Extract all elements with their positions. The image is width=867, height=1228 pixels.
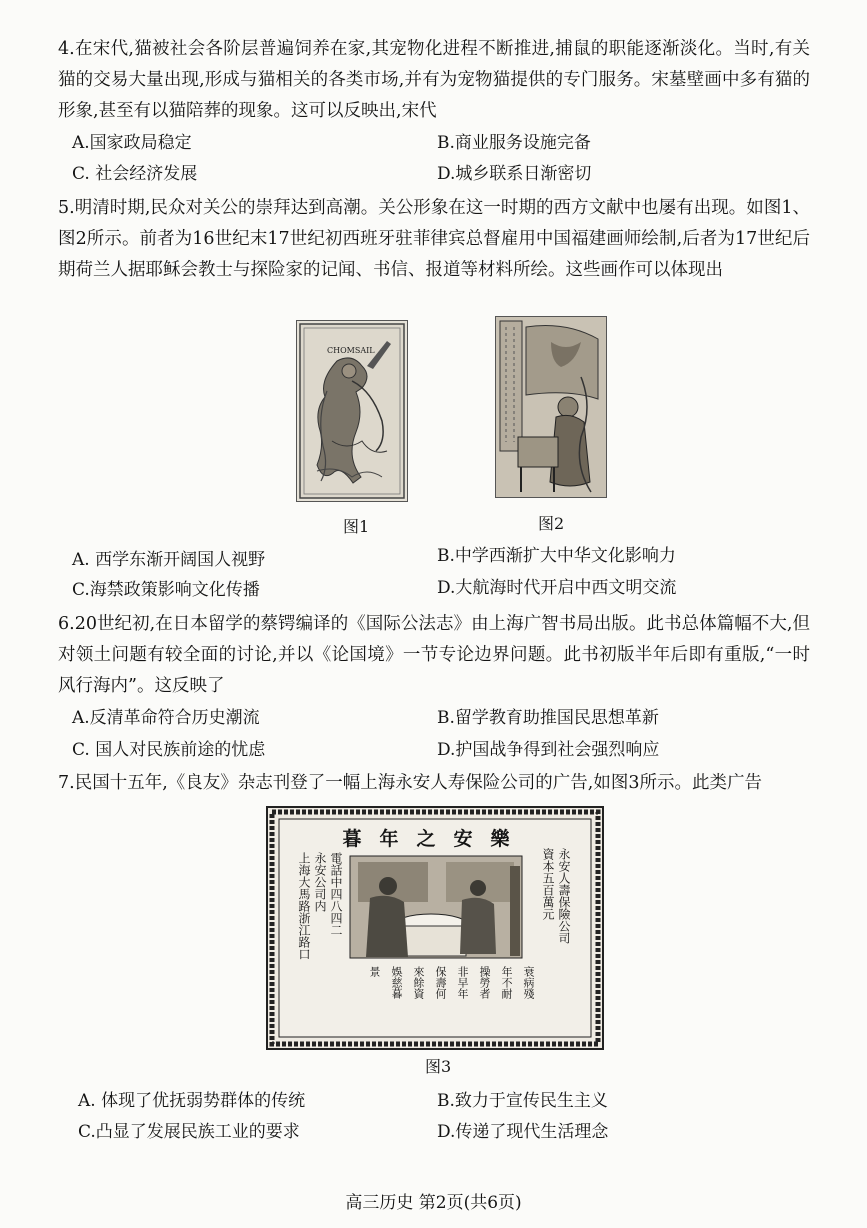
ad-verse-line: 年不耐 <box>500 966 513 999</box>
q4-option-c[interactable]: C. 社会经济发展 <box>72 164 198 184</box>
q7-option-c[interactable]: C.凸显了发展民族工业的要求 <box>78 1122 300 1142</box>
ad-verse-line: 非早年 <box>456 966 469 999</box>
ad-verse-line: 保壽何 <box>434 966 447 999</box>
q7-option-b[interactable]: B.致力于宣传民生主义 <box>437 1091 608 1111</box>
figure-1-caption: 图1 <box>343 517 370 536</box>
q7-option-a[interactable]: A. 体现了优抚弱势群体的传统 <box>78 1091 306 1111</box>
ad-verse-line: 操勞者 <box>478 966 491 999</box>
ad-phone: 電話中四八四二 <box>329 852 343 936</box>
question-7-stem: 7.民国十五年,《良友》杂志刊登了一幅上海永安人寿保险公司的广告,如图3所示。此类广告 <box>58 773 762 793</box>
question-4-stem: 4.在宋代,猫被社会各阶层普遍饲养在家,其宠物化进程不断推进,捕鼠的职能逐渐淡化。当时,有关猫的交易大量出现,形成与猫相关的各类市场,并有为宠物猫提供的专门服务。宋墓壁画中多有猫的形象,甚至有以猫陪葬的现象。这可以反映出,宋代 <box>58 39 810 121</box>
q6-option-a[interactable]: A.反清革命符合历史潮流 <box>72 708 260 728</box>
q5-option-b[interactable]: B.中学西渐扩大中华文化影响力 <box>437 546 676 566</box>
figure-3-caption: 图3 <box>425 1057 452 1076</box>
ad-capital: 資本五百萬元 <box>541 848 555 920</box>
q6-option-c[interactable]: C. 国人对民族前途的忧虑 <box>72 740 266 760</box>
ad-verse-line: 娛慈暮 <box>390 966 403 999</box>
ad-company-location: 永安公司内 <box>313 852 327 912</box>
figure-2-dutch-engraving <box>495 316 607 498</box>
ad-verse-line: 來餘資 <box>412 966 425 999</box>
figure-1-inscription: CHOMSAIL <box>327 346 375 355</box>
question-6-stem: 6.20世纪初,在日本留学的蔡锷编译的《国际公法志》由上海广智书局出版。此书总体篇幅不大,但对领土问题有较全面的讨论,并以《论国境》一节专论边界问题。此书初版半年后即有重版,“一时风行海内”。这反映了 <box>58 614 810 696</box>
q5-option-c[interactable]: C.海禁政策影响文化传播 <box>72 580 260 600</box>
figure-2-caption: 图2 <box>538 514 565 533</box>
q6-option-d[interactable]: D.护国战争得到社会强烈响应 <box>437 740 660 760</box>
ad-company-name: 永安人壽保險公司 <box>557 848 571 944</box>
q4-option-a[interactable]: A.国家政局稳定 <box>72 133 192 153</box>
ad-verse-line: 景 <box>368 966 381 977</box>
q5-option-d[interactable]: D.大航海时代开启中西文明交流 <box>437 578 677 598</box>
figure-1-guan-gong-painting <box>296 320 408 502</box>
ad-address: 上海大馬路浙江路口 <box>297 852 311 960</box>
figure-3-insurance-ad <box>266 806 604 1050</box>
q6-option-b[interactable]: B.留学教育助推国民思想革新 <box>437 708 659 728</box>
q4-option-b[interactable]: B.商业服务设施完备 <box>437 133 591 153</box>
q5-option-a[interactable]: A. 西学东渐开阔国人视野 <box>72 550 266 570</box>
ad-title: 暮年之安樂 <box>342 828 528 850</box>
ad-verse-line: 衰病殘 <box>522 966 535 999</box>
q7-option-d[interactable]: D.传递了现代生活理念 <box>437 1122 609 1142</box>
q4-option-d[interactable]: D.城乡联系日渐密切 <box>437 164 592 184</box>
page-footer: 高三历史 第2页(共6页) <box>345 1193 522 1213</box>
question-5-stem: 5.明清时期,民众对关公的崇拜达到高潮。关公形象在这一时期的西方文献中也屡有出现。如图1、图2所示。前者为16世纪末17世纪初西班牙驻菲律宾总督雇用中国福建画师绘制,后者为17世纪后期荷兰人据耶稣会教士与探险家的记闻、书信、报道等材料所绘。这些画作可以体现出 <box>58 198 810 280</box>
